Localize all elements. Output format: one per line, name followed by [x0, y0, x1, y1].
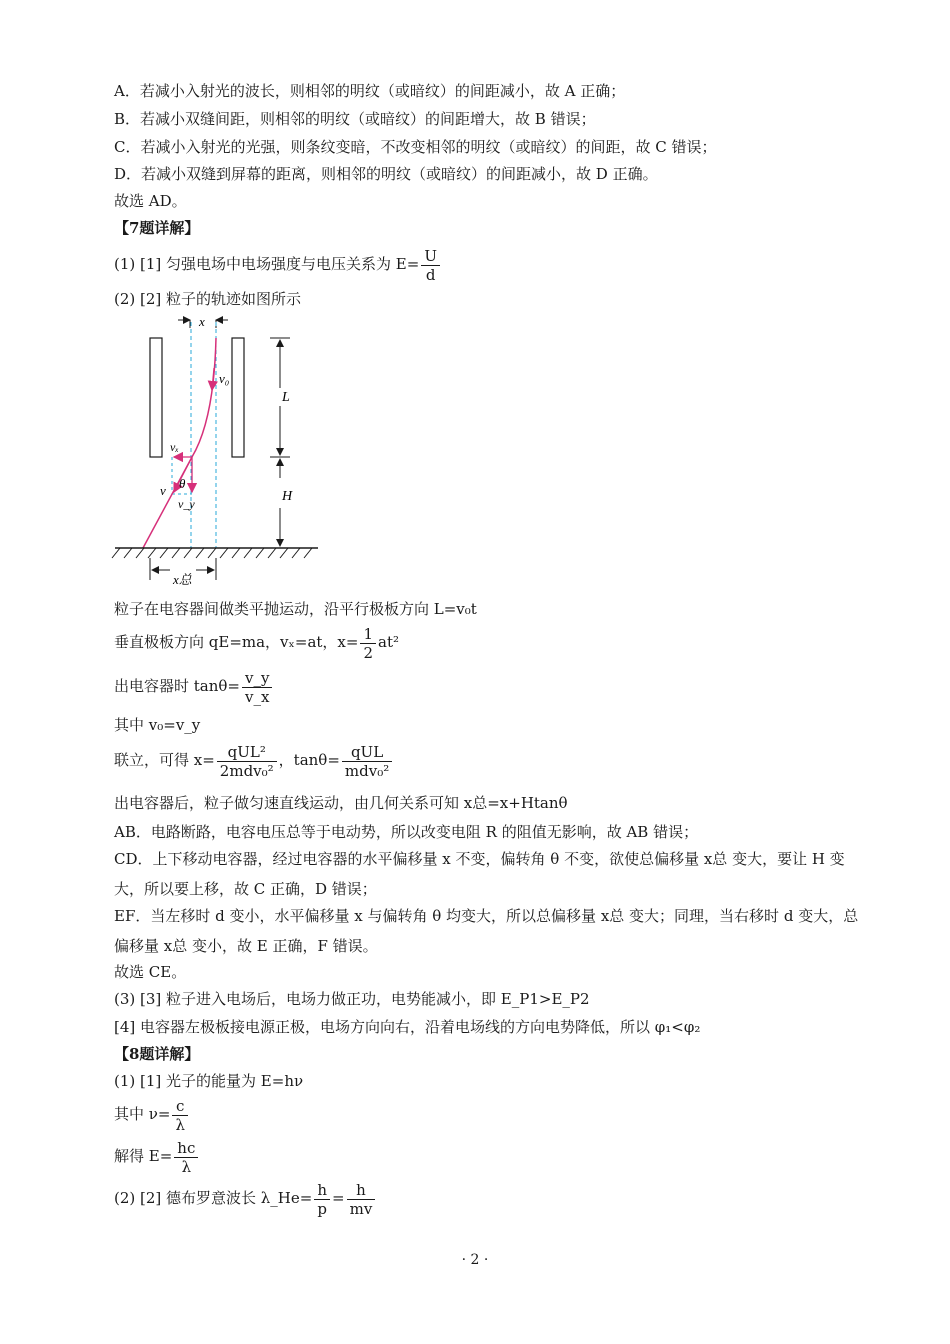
- trajectory-figure: [110, 308, 330, 593]
- fraction-numerator: hc: [174, 1139, 198, 1158]
- fraction-numerator: c: [172, 1097, 188, 1116]
- analysis-ef: EF．当左移时 d 变小，水平偏移量 x 与偏转角 θ 均变大，所以总偏移量 x总 变大；同理，当右移时 d 变大，总偏移量 x总 变小，故 E 正确，F 错误。: [114, 907, 859, 955]
- xtotal-dimension: [150, 558, 216, 587]
- q8-frequency: [114, 1094, 190, 1134]
- motion-line-5-text: 联立，可得 x=: [114, 751, 215, 769]
- fraction-denominator: mv: [349, 1199, 373, 1218]
- label-v0: v₀: [219, 371, 230, 386]
- fraction-hc-over-lambda: [174, 1139, 198, 1176]
- heading-q7: 【7题详解】: [114, 219, 200, 237]
- fraction-numerator: h: [347, 1181, 376, 1200]
- motion-line-2-text: 垂直极板方向 qE=ma，vₓ=at，x=: [114, 633, 359, 651]
- fraction-denominator: 2mdv₀²: [219, 761, 274, 780]
- x-dimension-marker: [178, 314, 228, 329]
- analysis-cd: CD．上下移动电容器，经过电容器的水平偏移量 x 不变，偏转角 θ 不变，欲使总偏移量 x总 变大，要让 H 变大，所以要上移，故 C 正确，D 错误；: [114, 850, 845, 898]
- label-vy: v_y: [178, 497, 195, 511]
- q8-frequency-text: 其中 ν=: [114, 1105, 171, 1123]
- option-b-line: B．若减小双缝间距，则相邻的明纹（或暗纹）的间距增大，故 B 错误；: [114, 110, 596, 128]
- label-xtotal: x总: [173, 572, 192, 587]
- motion-line-1: 粒子在电容器间做类平抛运动，沿平行极板方向 L=v₀t: [114, 600, 477, 618]
- q7-part4: [4] 电容器左极板接电源正极，电场方向向右，沿着电场线的方向电势降低，所以 φ₁<φ₂: [114, 1018, 701, 1036]
- fraction-denominator: p: [317, 1199, 327, 1218]
- option-c-line: C．若减小入射光的光强，则条纹变暗，不改变相邻的明纹（或暗纹）的间距，故 C 错误；: [114, 138, 717, 156]
- fraction-numerator: U: [421, 247, 440, 266]
- fraction-numerator: qUL²: [217, 743, 277, 762]
- q8-de-broglie: [114, 1178, 377, 1218]
- fraction-x-result: [217, 743, 277, 780]
- page-number: · 2 ·: [461, 1252, 489, 1268]
- motion-line-4: 其中 v₀=v_y: [114, 716, 201, 734]
- q8-part1: (1) [1] 光子的能量为 E=hν: [114, 1072, 304, 1090]
- fraction-denominator: λ: [175, 1115, 185, 1134]
- fraction-one-half: [360, 625, 376, 662]
- motion-line-2-tail: at²: [378, 633, 399, 651]
- fraction-h-over-p: [314, 1181, 330, 1218]
- label-x: x: [199, 314, 205, 329]
- fraction-tan-result: [342, 743, 392, 780]
- left-plate: [150, 338, 162, 457]
- fraction-denominator: v_x: [245, 687, 270, 706]
- fraction-numerator: h: [314, 1181, 330, 1200]
- fraction-denominator: 2: [363, 643, 374, 662]
- answer-7: 故选 CE。: [114, 963, 187, 981]
- fraction-vy-over-vx: [242, 669, 272, 706]
- q7-part1-text: (1) [1] 匀强电场中电场强度与电压关系为 E=: [114, 255, 420, 273]
- motion-line-5-mid: ，tanθ=: [278, 751, 340, 769]
- curved-trajectory: [192, 338, 216, 457]
- q7-part3: (3) [3] 粒子进入电场后，电场力做正功，电势能减小，即 E_P1>E_P2: [114, 990, 590, 1008]
- label-theta: θ: [179, 476, 186, 491]
- motion-line-6: 出电容器后，粒子做匀速直线运动，由几何关系可知 x总=x+Htanθ: [114, 794, 568, 812]
- fraction-denominator: λ: [181, 1157, 192, 1176]
- fraction-numerator: qUL: [342, 743, 392, 762]
- fraction-numerator: 1: [360, 625, 376, 644]
- answer-6: 故选 AD。: [114, 192, 187, 210]
- fraction-denominator: d: [425, 265, 436, 284]
- label-H: H: [282, 489, 293, 504]
- height-dimensions: [270, 338, 293, 546]
- ground-hatching: [112, 548, 318, 558]
- fraction-u-over-d: [421, 247, 440, 284]
- fraction-c-over-lambda: [172, 1097, 188, 1134]
- option-d-line: D．若减小双缝到屏幕的距离，则相邻的明纹（或暗纹）的间距减小，故 D 正确。: [114, 165, 658, 183]
- motion-line-3: [114, 666, 274, 706]
- analysis-ab: AB．电路断路，电容电压总等于电动势，所以改变电阻 R 的阻值无影响，故 AB 错误；: [114, 823, 699, 841]
- motion-line-3-text: 出电容器时 tanθ=: [114, 677, 240, 695]
- label-vx: vₓ: [170, 440, 179, 454]
- equals-sign: =: [332, 1189, 345, 1207]
- fraction-denominator: mdv₀²: [344, 761, 390, 780]
- motion-line-5: [114, 740, 394, 780]
- fraction-numerator: v_y: [242, 669, 272, 688]
- q8-energy-text: 解得 E=: [114, 1147, 173, 1165]
- motion-line-2: [114, 622, 399, 662]
- q8-de-broglie-text: (2) [2] 德布罗意波长 λ_He=: [114, 1189, 313, 1207]
- fraction-h-over-mv: [347, 1181, 376, 1218]
- label-v: v: [160, 483, 166, 498]
- q7-part2: (2) [2] 粒子的轨迹如图所示: [114, 290, 302, 308]
- q7-part1: [114, 244, 442, 284]
- right-plate: [232, 338, 244, 457]
- heading-q8: 【8题详解】: [114, 1045, 200, 1063]
- label-L: L: [282, 390, 290, 405]
- q8-energy: [114, 1136, 200, 1176]
- option-a-line: A．若减小入射光的波长，则相邻的明纹（或暗纹）的间距减小，故 A 正确；: [114, 82, 626, 100]
